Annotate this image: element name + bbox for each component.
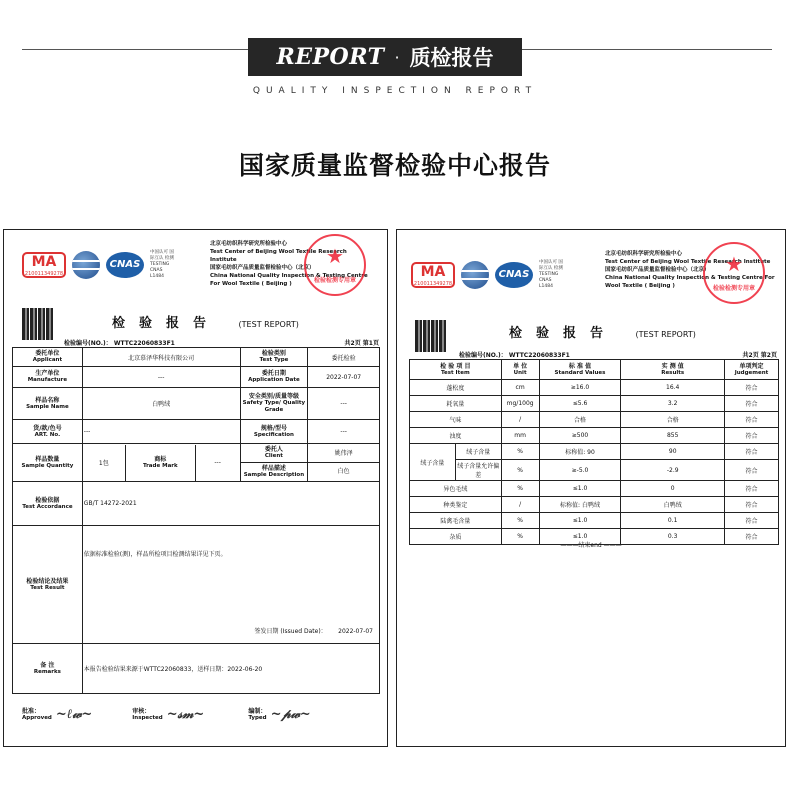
- table-row: 样品名称 Sample Name 白鸭绒 安全类别/质量等级 Safety Type/ Quality Grade ---: [13, 388, 380, 420]
- table-row: 绒子含量 绒子含量 % 标称值: 90 90 符合: [410, 444, 779, 460]
- table-header-row: 检 验 项 目 Test Item 单 位 Unit 标 准 值 Standard Values 实 测 值 Results 单项判定 Judgement: [410, 360, 779, 380]
- qr-code-icon: [415, 320, 447, 352]
- cma-logo-icon: MA 210011349278: [22, 252, 66, 278]
- banner-separator: ·: [394, 47, 400, 67]
- ilac-globe-icon: [461, 261, 489, 289]
- report-info-table: [12, 347, 380, 694]
- table-row: 绒子含量允许偏差 % ≥-5.0 -2.9 符合: [410, 460, 779, 481]
- table-row: 气味 / 合格 合格 符合: [410, 412, 779, 428]
- table-row: 样品数量 Sample Quantity 1包 商标 Trade Mark --- 委托人 Client 样品描述 Sample Description 姚伟泽 白色: [13, 444, 380, 482]
- cnas-note: 中国认可 国际互认 检测 TESTING CNAS L1484: [150, 250, 174, 279]
- cert-logos: [22, 250, 176, 280]
- cnas-logo-icon: CNAS: [495, 262, 533, 288]
- table-row: 异色毛绒 % ≤1.0 0 符合: [410, 481, 779, 497]
- table-row: 委托单位 Applicant 北京慕泽华科技有限公司 检验类别 Test Type 委托检验: [13, 348, 380, 367]
- stamp-star-icon: ★: [725, 252, 743, 276]
- official-stamp: ★ 检验检测专用章: [304, 234, 366, 296]
- table-row: 种类鉴定 / 标称值: 白鸭绒 白鸭绒 符合: [410, 497, 779, 513]
- doc-title: 检验报告 (TEST REPORT): [509, 326, 696, 341]
- approved-signature-icon: ~ℓ𝓌~: [55, 707, 93, 722]
- report-page-2: [396, 229, 786, 747]
- banner-chinese: 质检报告: [409, 46, 494, 70]
- header-line-right: [522, 49, 772, 50]
- cnas-note: 中国认可 国际互认 检测 TESTING CNAS L1484: [539, 260, 563, 289]
- table-row: 杂质 % ≤1.0 0.3 符合: [410, 529, 779, 545]
- doc-title: 检验报告 (TEST REPORT): [112, 316, 299, 331]
- table-row: 货/款/色号 ART. No. --- 规格/型号 Specification ---: [13, 420, 380, 444]
- end-marker: ———结束end ———: [560, 542, 622, 549]
- table-row: 浊度 mm ≥500 855 符合: [410, 428, 779, 444]
- banner-subtitle: QUALITY INSPECTION REPORT: [252, 86, 538, 96]
- main-title: 国家质量监督检验中心报告: [238, 151, 551, 180]
- qr-code-icon: [22, 308, 54, 340]
- table-row: 备 注 Remarks 本报告检验结果来源于WTTC22060833，送样日期：2022-06-20: [13, 644, 380, 694]
- header-line-left: [22, 49, 248, 50]
- ilac-globe-icon: [72, 251, 100, 279]
- table-row: 耗氧量 mg/100g ≤5.6 3.2 符合: [410, 396, 779, 412]
- official-stamp: ★ 检验检测专用章: [703, 242, 765, 304]
- stamp-star-icon: ★: [326, 244, 344, 268]
- cnas-logo-icon: CNAS: [106, 252, 144, 278]
- table-row: 陆禽毛含量 % ≤1.0 0.1 符合: [410, 513, 779, 529]
- report-number-line: 检验编号(NO.)： WTTC22060833F1 共2页 第1页: [64, 340, 379, 347]
- report-number-line: 检验编号(NO.)： WTTC22060833F1 共2页 第2页: [459, 352, 777, 359]
- table-row: 检验结论及结果 Test Result 依据标准检验(测)，样品所检项目检测结果详见下页。 签发日期 (Issued Date)： 2022-07-07: [13, 526, 380, 644]
- table-row: 蓬松度 cm ≥16.0 16.4 符合: [410, 380, 779, 396]
- banner-english: REPORT: [276, 44, 385, 70]
- institute-info: 北京毛纺织科学研究所检验中心 Test Center of Beijing Wool Textile Research Institute 国家毛纺织产品质量监督检验中心（北京） China National Quality Inspection & Testing Centre For Wool Textile ( Beijing ): [605, 251, 775, 289]
- institute-info: 北京毛纺织科学研究所检验中心 Test Center of Beijing Wool Textile Research Institute 国家毛纺织产品质量监督检验中心（北京） China National Quality Inspection & Testing Centre For Wool Textile ( Beijing ): [210, 241, 368, 287]
- table-row: 生产单位 Manufacture --- 委托日期 Application Date 2022-07-07: [13, 367, 380, 388]
- test-results-table: [409, 359, 779, 545]
- cma-logo-icon: MA 210011349278: [411, 262, 455, 288]
- report-banner: [248, 38, 522, 76]
- signature-row: 批准： Approved ~ℓ𝓌~ 审核： Inspected ~𝓈𝓂~ 编制： Typed ~𝓅𝓌~: [22, 707, 311, 722]
- table-row: 检验依据 Test Accordance GB/T 14272-2021: [13, 482, 380, 526]
- typed-signature-icon: ~𝓅𝓌~: [270, 707, 311, 722]
- report-page-1: [3, 229, 388, 747]
- inspected-signature-icon: ~𝓈𝓂~: [166, 707, 205, 722]
- cert-logos: [411, 260, 565, 290]
